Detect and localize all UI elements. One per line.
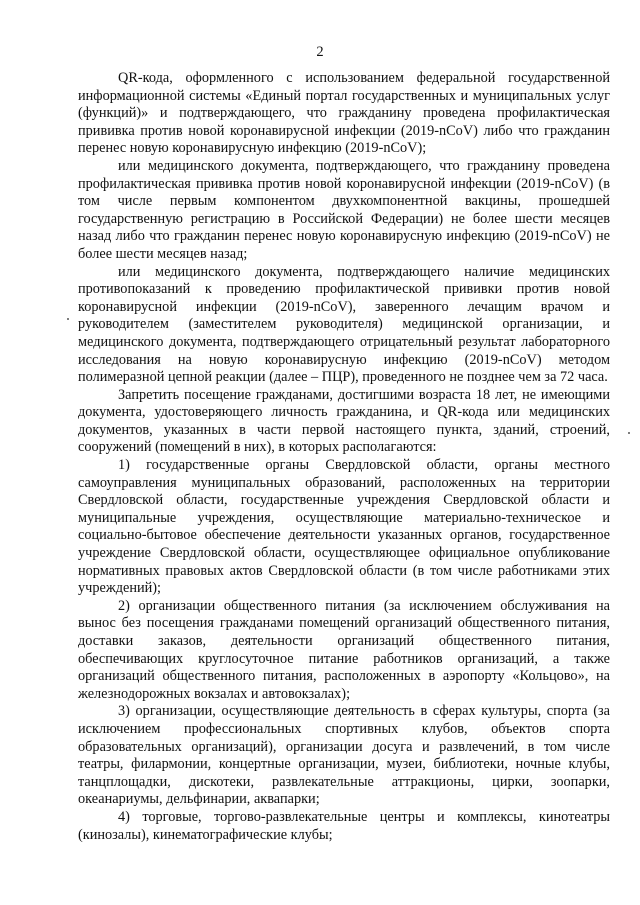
scan-artifact: [628, 432, 630, 434]
list-item-culture-sport: 3) организации, осуществляющие деятельность в сферах культуры, спорта (за исключением профессиональных спортивных клубов, объектов спорта образовательных организаций), организации досуга и развлечений, в том числе театры, филармонии, концертные организации, музеи, библиотеки, ночные клубы, танцплощадки, дискотеки, развлекательные аттракционы, цирки, зоопарки, океанариумы, дельфинарии, аквапарки;: [78, 703, 610, 808]
scan-artifact: [67, 318, 69, 320]
paragraph-qr-code: QR-кода, оформленного с использованием федеральной государственной информационной системы «Единый портал государственных и муниципальных услуг (функций)» и подтверждающего, что гражданину проведена профилактическая прививка против новой коронавирусной инфекции (2019-nCoV) либо что гражданин перенес новую коронавирусную инфекцию (2019-nCoV);: [78, 70, 610, 157]
list-item-shopping-centers: 4) торговые, торгово-развлекательные центры и комплексы, кинотеатры (кинозалы), кинематографические клубы;: [78, 808, 610, 843]
list-item-catering: 2) организации общественного питания (за исключением обслуживания на вынос без посещения гражданами помещений организаций общественного питания, доставки заказов, деятельности организаций общественного питания, обеспечивающих круглосуточное питание работников организаций, а также организаций общественного питания, расположенных в аэропорту «Кольцово», на железнодорожных вокзалах и автовокзалах);: [78, 597, 610, 702]
paragraph-contraindication-document: или медицинского документа, подтверждающего наличие медицинских противопоказаний к проведению профилактической прививки против новой коронавирусной инфекции (2019-nCoV), заверенного лечащим врачом и руководителем (заместителем руководителя) медицинской организации, и медицинского документа, подтверждающего отрицательный результат лабораторного исследования на новую коронавирусную инфекцию (2019-nCoV) методом полимеразной цепной реакции (далее – ПЦР), проведенного не позднее чем за 72 часа.: [78, 263, 610, 386]
document-body: [78, 70, 610, 844]
paragraph-vaccination-document: или медицинского документа, подтверждающего, что гражданину проведена профилактическая прививка против новой коронавирусной инфекции (2019-nCoV) (в том числе первым компонентом двухкомпонентной вакцины, прошедшей государственную регистрацию в Российской Федерации) не более шести месяцев назад либо что гражданин перенес новую коронавирусную инфекцию (2019-nCoV) не более шести месяцев назад;: [78, 157, 610, 262]
paragraph-prohibition: Запретить посещение гражданами, достигшими возраста 18 лет, не имеющими документа, удостоверяющего личность гражданина, и QR-кода или медицинских документов, указанных в части первой настоящего пункта, зданий, строений, сооружений (помещений в них), в которых располагаются:: [78, 386, 610, 456]
page-number: 2: [316, 44, 324, 60]
list-item-government-bodies: 1) государственные органы Свердловской области, органы местного самоуправления муниципальных образований, расположенных на территории Свердловской области, государственные учреждения Свердловской области и муниципальные учреждения, осуществляющие материально-техническое и социально-бытовое обеспечение деятельности указанных органов, государственное учреждение Свердловской области, осуществляющее официальное опубликование нормативных правовых актов Свердловской области (в том числе работниками этих учреждений);: [78, 457, 610, 597]
